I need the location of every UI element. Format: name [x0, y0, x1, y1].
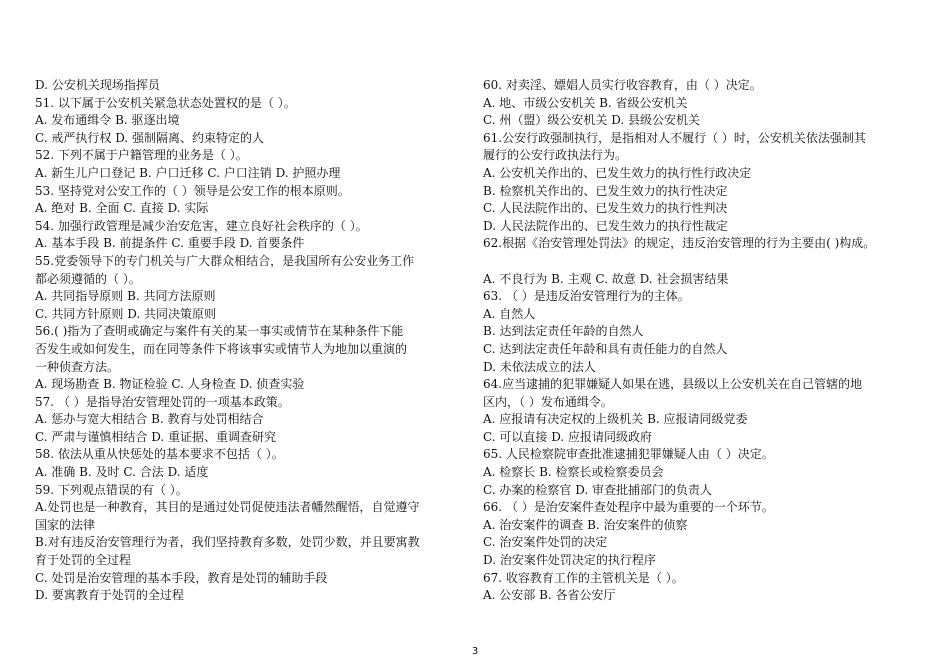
text-line [483, 253, 915, 271]
text-line: C. 治安案件处罚的决定 [483, 535, 608, 550]
text-line: B. 检察机关作出的、已发生效力的执行性决定 [483, 183, 728, 198]
text-line: 53. 坚持党对公安工作的（ ）领导是公安工作的根本原则。 [35, 183, 350, 198]
text-line: 62.根据《治安管理处罚法》的规定，违反治安管理的行为主要由( )构成。 [483, 236, 876, 251]
text-line: 一种侦查方法。 [35, 359, 120, 374]
text-line: D. 公安机关现场指挥员 [35, 78, 160, 92]
text-line: A. 检察长 B. 检察长或检察委员会 [483, 465, 664, 480]
text-line: A.处罚也是一种教育，其目的是通过处罚促使违法者幡然醒悟，自觉遵守 [35, 500, 420, 515]
text-line: A. 自然人 [483, 306, 536, 321]
text-line: 59. 下列观点错误的有（ ）。 [35, 482, 188, 497]
text-line: 履行的公安行政执法行为。 [483, 148, 628, 163]
text-line: C. 可以直接 D. 应报请同级政府 [483, 429, 653, 444]
text-line: 育于处罚的全过程 [35, 553, 132, 568]
text-line: A. 应报请有决定权的上级机关 B. 应报请同级党委 [483, 412, 748, 427]
text-line: C. 共同方针原则 D. 共同决策原则 [35, 306, 217, 321]
text-line: C. 人民法院作出的、已发生效力的执行性判决 [483, 201, 728, 216]
text-line: A. 治安案件的调查 B. 治安案件的侦察 [483, 517, 688, 532]
text-line: D. 要寓教育于处罚的全过程 [35, 588, 184, 603]
text-line: D. 治安案件处罚决定的执行程序 [483, 553, 656, 568]
page-number: 3 [471, 646, 479, 657]
text-line: A. 地、市级公安机关 B. 省级公安机关 [483, 95, 688, 110]
text-line: 国家的法律 [35, 517, 96, 532]
text-line: C. 州（盟）级公安机关 D. 县级公安机关 [483, 113, 701, 128]
text-line: A. 绝对 B. 全面 C. 直接 D. 实际 [35, 201, 209, 216]
text-line: 都必须遵循的（ ）。 [35, 271, 141, 286]
text-line: C. 处罚是治安管理的基本手段，教育是处罚的辅助手段 [35, 570, 328, 585]
text-line: A. 不良行为 B. 主观 C. 故意 D. 社会损害结果 [483, 271, 729, 286]
text-line: A. 公安机关作出的、已发生效力的执行性行政决定 [483, 165, 752, 180]
text-line: B.对有违反治安管理行为者，我们坚持教育多数，处罚少数，并且要寓教 [35, 535, 420, 550]
text-line: A. 新生儿户口登记 B. 户口迁移 C. 户口注销 D. 护照办理 [35, 165, 341, 180]
text-line: D. 人民法院作出的、已发生效力的执行性裁定 [483, 218, 728, 233]
text-line: 否发生或如何发生，而在同等条件下将该事实或情节人为地加以重演的 [35, 341, 408, 356]
text-line: 63. （ ）是违反治安管理行为的主体。 [483, 289, 690, 304]
text-line: A. 发布通缉令 B. 驱逐出境 [35, 113, 180, 128]
text-line: 66. （ ）是治安案件查处程序中最为重要的一个环节。 [483, 500, 774, 515]
text-line: 61.公安行政强制执行，是指相对人不履行（ ）时，公安机关依法强制其 [483, 130, 866, 145]
left-column [35, 77, 463, 605]
text-line: 65. 人民检察院审查批准逮捕犯罪嫌疑人由（ ）决定。 [483, 447, 774, 462]
text-line: A. 惩办与宽大相结合 B. 教育与处罚相结合 [35, 412, 264, 427]
text-line: B. 达到法定责任年龄的自然人 [483, 324, 644, 339]
text-line: 56.( )指为了查明或确定与案件有关的某一事实或情节在某种条件下能 [35, 324, 404, 339]
text-line: C. 戒严执行权 D. 强制隔离、约束特定的人 [35, 130, 265, 145]
right-column [483, 77, 915, 605]
text-line: 57. （ ）是指导治安管理处罚的一项基本政策。 [35, 394, 290, 409]
text-line: A. 公安部 B. 各省公安厅 [483, 588, 616, 603]
text-line: 55.党委领导下的专门机关与广大群众相结合，是我国所有公安业务工作 [35, 253, 415, 268]
text-line: A. 现场勘查 B. 物证检验 C. 人身检查 D. 侦查实验 [35, 377, 305, 392]
text-line: 60. 对卖淫、嫖娼人员实行收容教育，由（ ）决定。 [483, 78, 762, 92]
text-line: A. 准确 B. 及时 C. 合法 D. 适度 [35, 465, 209, 480]
text-line: D. 未依法成立的法人 [483, 359, 596, 374]
text-line: 67. 收容教育工作的主管机关是（ ）。 [483, 570, 684, 585]
text-line: 64.应当逮捕的犯罪嫌疑人如果在逃，县级以上公安机关在自己管辖的地 [483, 377, 863, 392]
text-line: 54. 加强行政管理是减少治安危害，建立良好社会秩序的（ ）。 [35, 218, 368, 233]
text-line: C. 严肃与谨慎相结合 D. 重证据、重调查研究 [35, 429, 277, 444]
text-line: A. 共同指导原则 B. 共同方法原则 [35, 289, 216, 304]
text-line: 区内，（ ）发布通缉令。 [483, 394, 613, 409]
text-line: C. 达到法定责任年龄和具有责任能力的自然人 [483, 341, 728, 356]
text-line: A. 基本手段 B. 前提条件 C. 重要手段 D. 首要条件 [35, 236, 305, 251]
text-line: 52. 下列不属于户籍管理的业务是（ ）。 [35, 148, 248, 163]
text-line: 58. 依法从重从快惩处的基本要求不包括（ ）。 [35, 447, 284, 462]
text-line: 51. 以下属于公安机关紧急状态处置权的是（ ）。 [35, 95, 296, 110]
text-line: C. 办案的检察官 D. 审查批捕部门的负责人 [483, 482, 713, 497]
